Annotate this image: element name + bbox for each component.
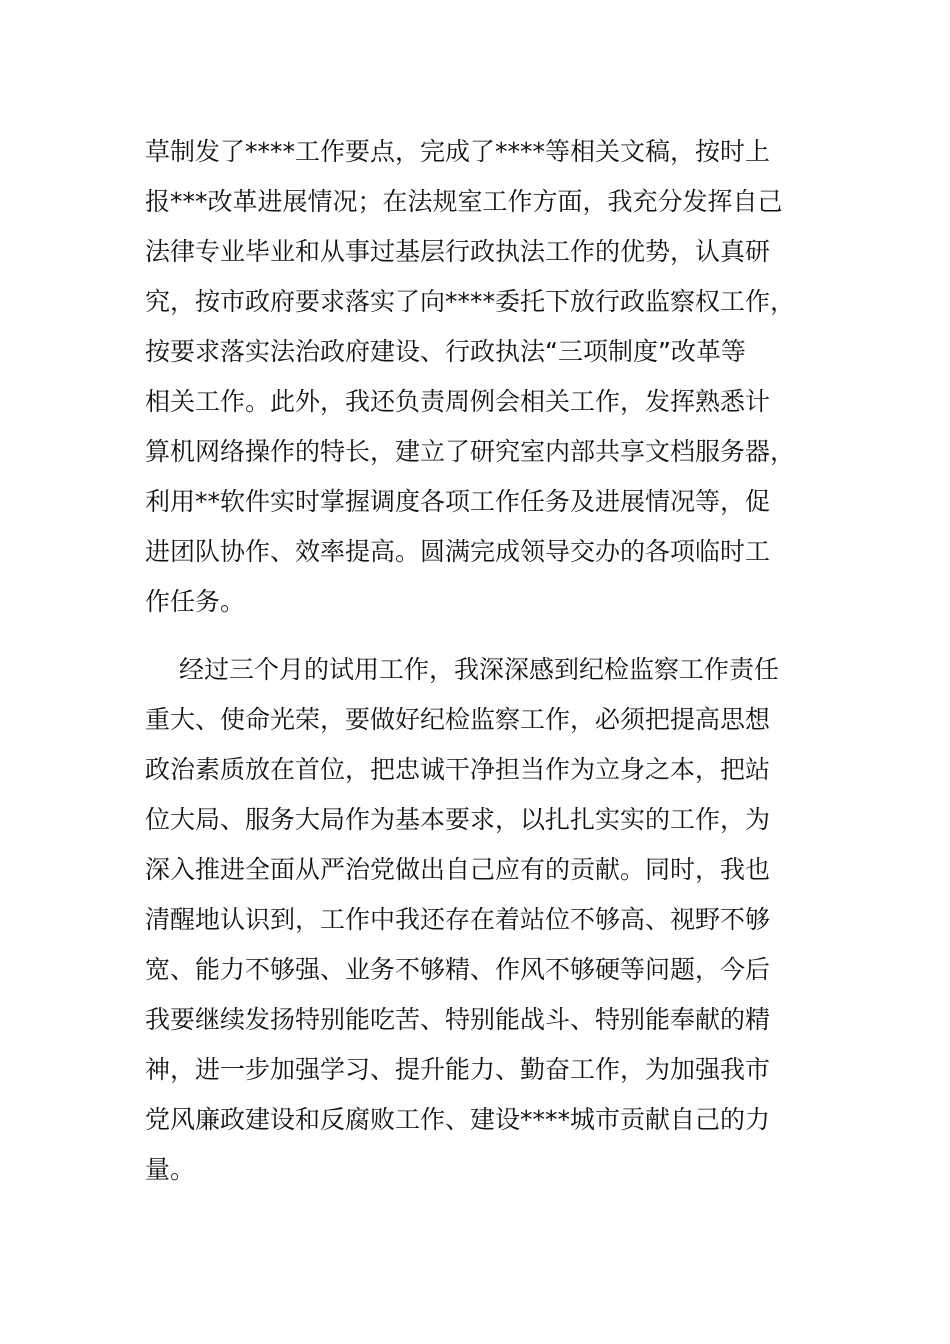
- paragraph-line: 算机网络操作的特长，建立了研究室内部共享文档服务器，: [145, 437, 796, 466]
- paragraph-line: 清醒地认识到，工作中我还存在着站位不够高、视野不够: [145, 905, 771, 934]
- paragraph-line: 报***改革进展情况；在法规室工作方面，我充分发挥自己: [145, 187, 783, 216]
- paragraph-line: 按要求落实法治政府建设、行政执法“三项制度”改革等: [145, 337, 746, 366]
- paragraph-line: 进团队协作、效率提高。圆满完成领导交办的各项临时工: [145, 537, 771, 566]
- paragraph-2: [145, 645, 815, 1195]
- paragraph-line: 经过三个月的试用工作，我深深感到纪检监察工作责任: [179, 655, 780, 684]
- paragraph-line: 量。: [145, 1155, 196, 1184]
- paragraph-line: 作任务。: [145, 587, 246, 616]
- paragraph-line: 重大、使命光荣，要做好纪检监察工作，必须把提高思想: [145, 705, 771, 734]
- paragraph-line: 深入推进全面从严治党做出自己应有的贡献。同时，我也: [145, 855, 771, 884]
- paragraph-line: 法律专业毕业和从事过基层行政执法工作的优势，认真研: [145, 237, 771, 266]
- paragraph-line: 政治素质放在首位，把忠诚干净担当作为立身之本，把站: [145, 755, 771, 784]
- paragraph-line: 神，进一步加强学习、提升能力、勤奋工作，为加强我市: [145, 1055, 771, 1084]
- paragraph-line: 我要继续发扬特别能吃苦、特别能战斗、特别能奉献的精: [145, 1005, 771, 1034]
- paragraph-line: 究，按市政府要求落实了向****委托下放行政监察权工作，: [145, 287, 796, 316]
- paragraph-line: 位大局、服务大局作为基本要求，以扎扎实实的工作，为: [145, 805, 771, 834]
- paragraph-line: 党风廉政建设和反腐败工作、建设****城市贡献自己的力: [145, 1105, 771, 1134]
- paragraph-line: 草制发了****工作要点，完成了****等相关文稿，按时上: [145, 137, 771, 166]
- paragraph-line: 宽、能力不够强、业务不够精、作风不够硬等问题，今后: [145, 955, 771, 984]
- paragraph-1: [145, 127, 815, 627]
- paragraph-line: 相关工作。此外，我还负责周例会相关工作，发挥熟悉计: [145, 387, 771, 416]
- paragraph-line: 利用**软件实时掌握调度各项工作任务及进展情况等，促: [145, 487, 771, 516]
